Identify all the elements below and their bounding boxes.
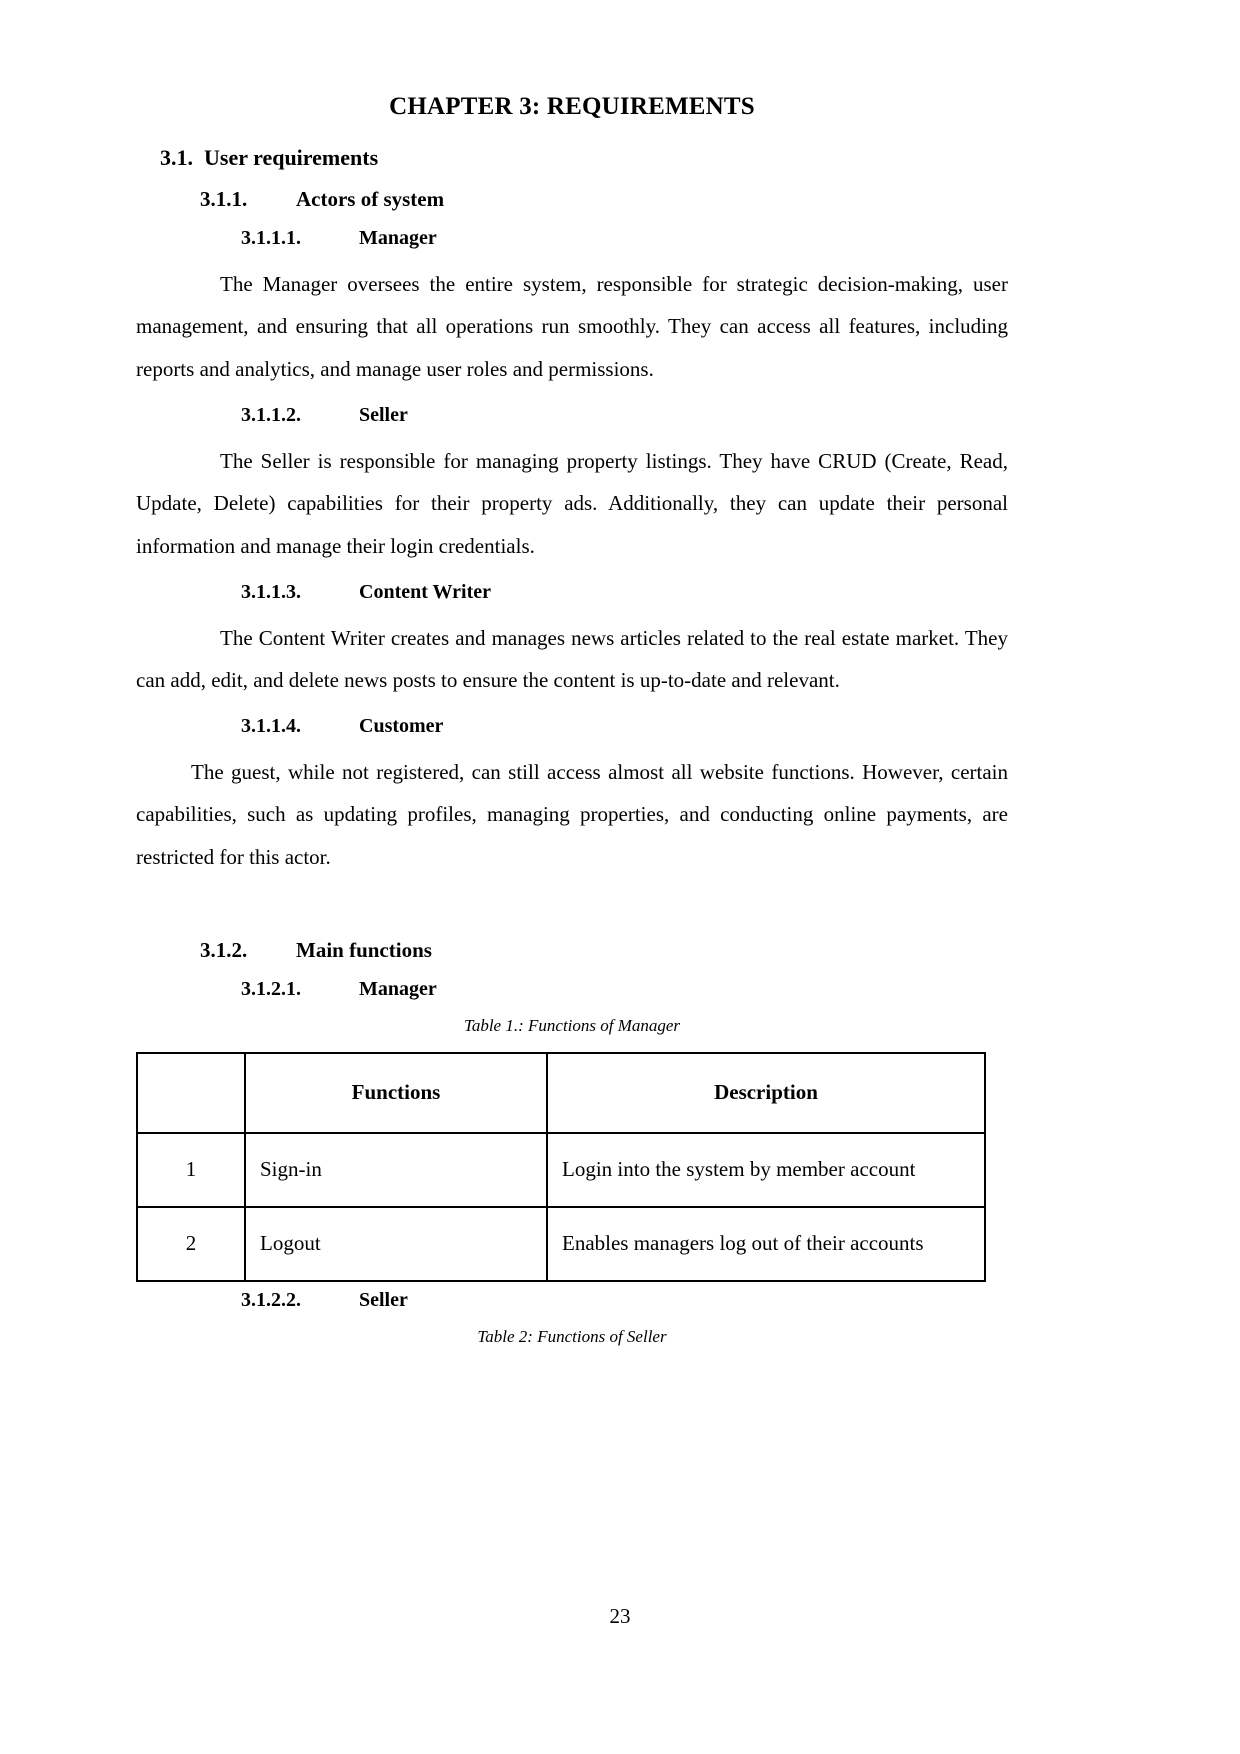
paragraph-actor-seller: The Seller is responsible for managing property listings. They have CRUD (Create, Read, Update, Delete) capabilities for their property ads. Additionally, they can update their personal information and manage their login credentials. [136, 448, 1008, 558]
heading-number: 3.1.2. [200, 937, 248, 962]
column-header-description: Description [547, 1053, 985, 1133]
functions-table-manager [136, 1052, 986, 1282]
heading-user-requirements [136, 144, 1008, 172]
page-number: 23 [609, 1604, 631, 1628]
heading-number: 3.1.1.2. [241, 403, 301, 426]
heading-number: 3.1.1. [200, 186, 248, 211]
table-header-row [137, 1053, 985, 1133]
heading-actor-content-writer [136, 580, 1008, 605]
table-row [137, 1207, 985, 1281]
column-header-functions: Functions [245, 1053, 547, 1133]
heading-actors-of-system [136, 186, 1008, 212]
heading-label: Manager [359, 226, 437, 249]
cell-description: Enables managers log out of their accounts [547, 1207, 985, 1281]
paragraph-actor-content-writer: The Content Writer creates and manages news articles related to the real estate market. They can add, edit, and delete news posts to ensure the content is up-to-date and relevant. [136, 625, 1008, 693]
cell-function: Logout [245, 1207, 547, 1281]
heading-number: 3.1.2.1. [241, 977, 301, 1000]
table-caption-2: Table 2: Functions of Seller [477, 1326, 667, 1346]
table-caption-1: Table 1.: Functions of Manager [463, 1015, 681, 1035]
table-header [137, 1053, 985, 1133]
cell-index: 1 [137, 1133, 245, 1207]
paragraph-actor-customer: The guest, while not registered, can still access almost all website functions. However, certain capabilities, such as updating profiles, managing properties, and conducting online payments, are restricted for this actor. [136, 759, 1008, 869]
heading-number: 3.1.1.1. [241, 226, 301, 249]
section-spacer [136, 891, 1008, 937]
heading-label: User requirements [204, 145, 379, 170]
heading-number: 3.1.1.4. [241, 714, 301, 737]
heading-actor-manager [136, 226, 1008, 251]
chapter-title: CHAPTER 3: REQUIREMENTS [389, 93, 755, 120]
heading-label: Customer [359, 714, 444, 737]
heading-main-functions [136, 937, 1008, 963]
table-body [137, 1133, 985, 1281]
heading-label: Seller [359, 1288, 408, 1311]
heading-label: Content Writer [359, 580, 492, 603]
heading-functions-seller [136, 1288, 1008, 1313]
cell-function: Sign-in [245, 1133, 547, 1207]
paragraph-actor-manager: The Manager oversees the entire system, responsible for strategic decision-making, user management, and ensuring that all operations run smoothly. They can access all features, including reports and analytics, and manage user roles and permissions. [136, 271, 1008, 381]
table-row [137, 1133, 985, 1207]
heading-label: Main functions [296, 937, 432, 962]
cell-description: Login into the system by member account [547, 1133, 985, 1207]
heading-label: Seller [359, 403, 408, 426]
heading-number: 3.1.1.3. [241, 580, 301, 603]
page-content [136, 92, 1008, 1358]
cell-index: 2 [137, 1207, 245, 1281]
heading-actor-customer [136, 714, 1008, 739]
heading-number: 3.1. [160, 145, 193, 170]
heading-number: 3.1.2.2. [241, 1288, 301, 1311]
column-header-index [137, 1053, 245, 1133]
heading-label: Actors of system [296, 186, 445, 211]
heading-label: Manager [359, 977, 437, 1000]
heading-functions-manager [136, 977, 1008, 1002]
heading-actor-seller [136, 403, 1008, 428]
